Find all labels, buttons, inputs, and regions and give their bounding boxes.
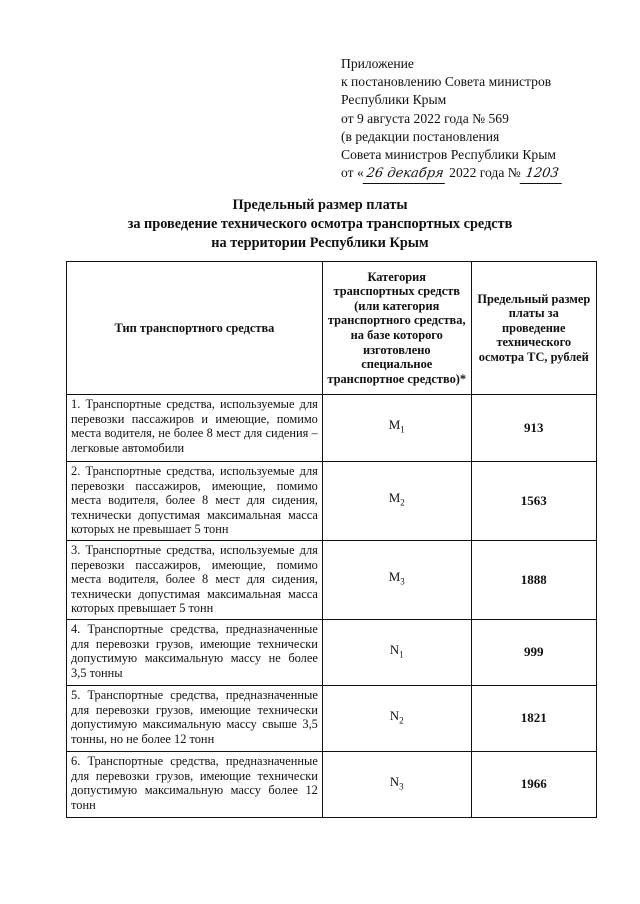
row-category: $N_3$ [322,752,471,818]
header-vehicle-type: Тип транспортного средства [67,262,323,395]
row-fee: 1821 [471,686,596,752]
row-fee: 999 [471,620,596,686]
row-description: 5. Транспортные средства, предназначенные для перевозки грузов, имеющие технически допустимую максимальную массу свыше 3,5 тонны, но не более 12 тонн [67,686,323,752]
table-header-row [67,262,597,395]
table-row [67,462,597,541]
title-line-2: за проведение технического осмотра транспортных средств [127,216,513,232]
row-fee: 913 [471,395,596,462]
row-category: $M_1$ [322,395,471,462]
row-description: 6. Транспортные средства, предназначенные для перевозки грузов, имеющие технически допустимую максимальную массу более 12 тонн [67,752,323,818]
row-fee: 1888 [471,541,596,620]
table-row [67,541,597,620]
appendix-date-line [341,164,563,184]
title-line-1: Предельный размер платы [232,197,408,213]
row-description: 2. Транспортные средства, используемые для перевозки пассажиров, имеющие, помимо места водителя, более 8 мест для сидения, технически допустимая максимальная масса которых не превышает 5 тонн [67,462,323,541]
appendix-block [341,55,563,184]
row-category: $M_3$ [322,541,471,620]
row-description: 1. Транспортные средства, используемые для перевозки пассажиров и имеющие, помимо места водителя, не более 8 мест для сидения – легковые автомобили [67,395,323,462]
row-fee: 1966 [471,752,596,818]
handwritten-date: 26 декабря [362,165,447,184]
appendix-line-3: Республики Крым [341,92,447,108]
title-line-3: на территории Республики Крым [211,235,429,251]
table-row [67,752,597,818]
row-description: 4. Транспортные средства, предназначенные для перевозки грузов, имеющие технически допустимую максимальную массу не более 3,5 тонны [67,620,323,686]
fee-table [66,261,597,818]
handwritten-number: 1203 [519,165,564,184]
year-text: 2022 года № [449,165,521,181]
date-prefix: от « [341,165,364,181]
appendix-line-5: (в редакции постановления [341,128,500,144]
table-row [67,395,597,462]
header-fee: Предельный размер платы за проведение технического осмотра ТС, рублей [471,262,596,395]
document-title [60,196,580,253]
appendix-line-4: от 9 августа 2022 года № 569 [341,110,509,126]
appendix-line-1: Приложение [341,56,414,71]
table-row [67,620,597,686]
row-description: 3. Транспортные средства, используемые для перевозки пассажиров, имеющие, помимо места водителя, более 8 мест для сидения, технически допустимая максимальная масса которых превышает 5 тонн [67,541,323,620]
row-category: $N_1$ [322,620,471,686]
row-fee: 1563 [471,462,596,541]
row-category: $N_2$ [322,686,471,752]
table-row [67,686,597,752]
row-category: $M_2$ [322,462,471,541]
appendix-line-2: к постановлению Совета министров [341,74,552,90]
header-category: Категория транспортных средств (или категория транспортного средства, на базе которого изготовлено специальное транспортное средство)* [322,262,471,395]
appendix-line-6: Совета министров Республики Крым [341,147,556,163]
